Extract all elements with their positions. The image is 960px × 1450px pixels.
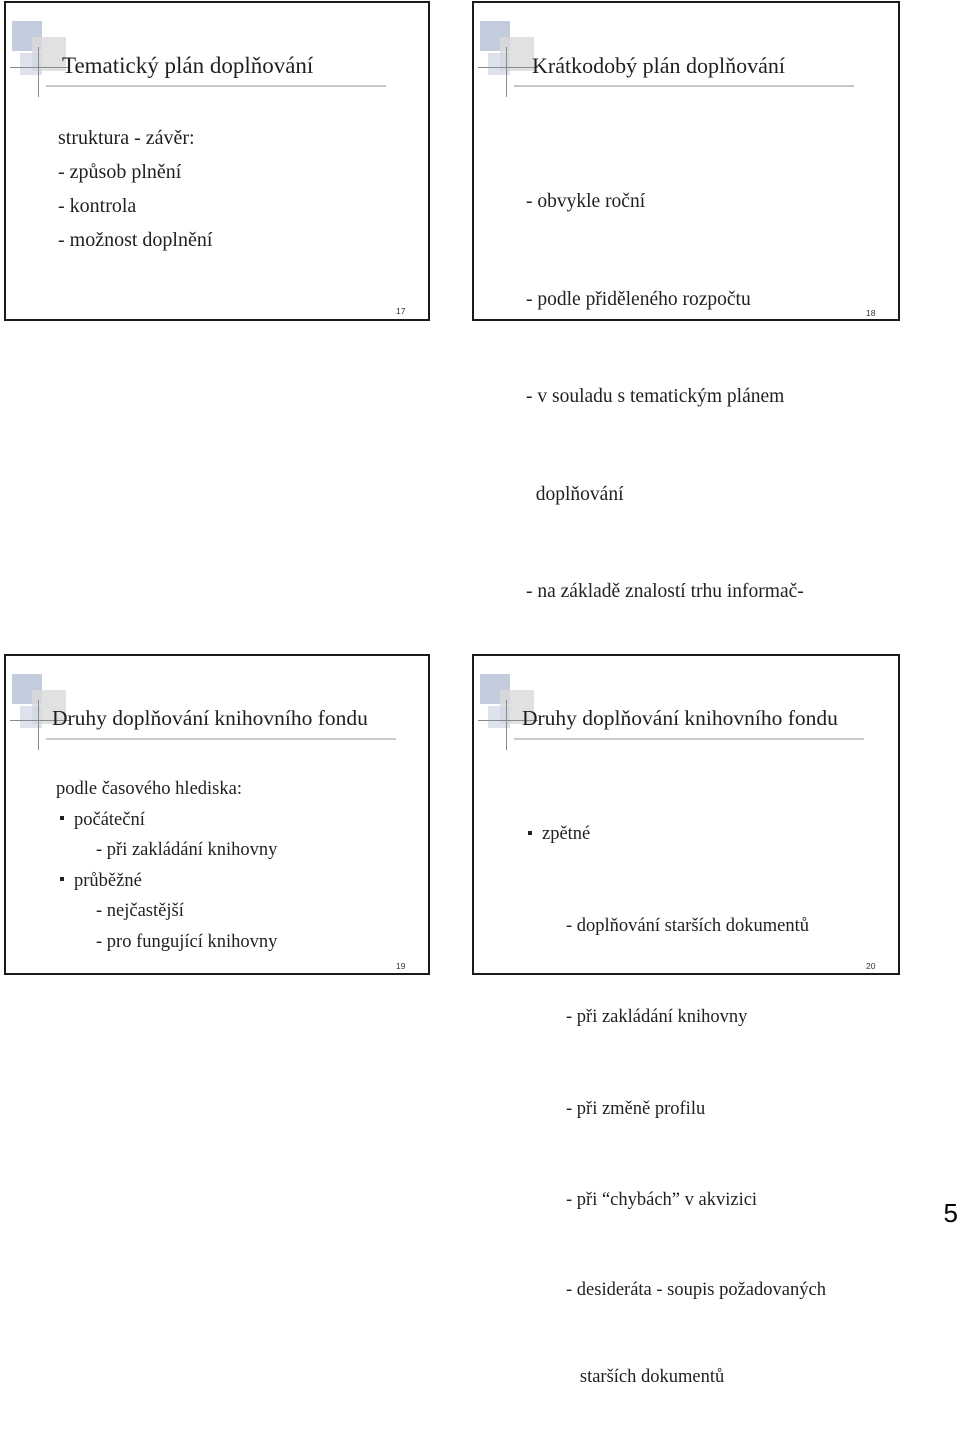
slide-content [56, 774, 277, 957]
sub-item: - doplňování starších dokumentů [566, 915, 810, 936]
sub-item: - při změně profilu [566, 1098, 706, 1119]
bullet-text: průběžné [74, 870, 142, 891]
slide-title: Tematický plán doplňování [62, 53, 314, 78]
content-line: - možnost doplnění [58, 229, 213, 251]
slide-number: 17 [396, 306, 406, 316]
content-line: - kontrola [58, 195, 137, 217]
sub-item: starších dokumentů [566, 1366, 725, 1387]
slide-title: Druhy doplňování knihovního fondu [52, 706, 368, 730]
sub-item: - při “chybách” v akvizici [566, 1190, 758, 1210]
title-rule [514, 738, 864, 740]
slide-number: 18 [866, 308, 876, 318]
bullet-item [524, 819, 826, 850]
sub-item: - nejčastější [96, 901, 184, 921]
title-rule [46, 738, 396, 740]
bullet-text: počáteční [74, 809, 145, 830]
slide-content [58, 121, 212, 257]
sub-item: - při zakládání knihovny [566, 1007, 748, 1027]
content-line: struktura - závěr: [58, 127, 195, 149]
slide-title: Krátkodobý plán doplňování [532, 53, 785, 78]
sub-item: - pro fungující knihovny [96, 931, 278, 952]
slide-number: 20 [866, 961, 876, 971]
bullet-text: zpětné [542, 824, 591, 844]
content-line: - v souladu s tematickým plánem [526, 386, 785, 407]
slide-19 [4, 654, 430, 975]
page-number: 5 [943, 1198, 958, 1228]
slide-number: 19 [396, 961, 406, 971]
title-rule [46, 85, 386, 87]
title-rule [514, 85, 854, 87]
content-line: - obvykle roční [526, 191, 646, 212]
bullet-item [56, 866, 277, 897]
bullet-icon [528, 831, 532, 835]
slide-17 [4, 1, 430, 321]
slide-18 [472, 1, 900, 602]
slide-content [524, 758, 826, 1450]
sub-item: - desideráta - soupis požadovaných [566, 1279, 826, 1300]
content-line: - na základě znalostí trhu informač- [526, 581, 804, 602]
sub-item: - při zakládání knihovny [96, 840, 278, 860]
bullet-icon [60, 877, 64, 881]
content-line: doplňování [526, 483, 624, 505]
bullet-item [56, 805, 277, 836]
content-line: - podle přiděleného rozpočtu [526, 288, 751, 310]
content-line: podle časového hlediska: [56, 779, 242, 799]
slide-title: Druhy doplňování knihovního fondu [522, 706, 838, 730]
content-line: - způsob plnění [58, 161, 182, 183]
bullet-icon [60, 816, 64, 820]
slide-20 [472, 654, 900, 1387]
